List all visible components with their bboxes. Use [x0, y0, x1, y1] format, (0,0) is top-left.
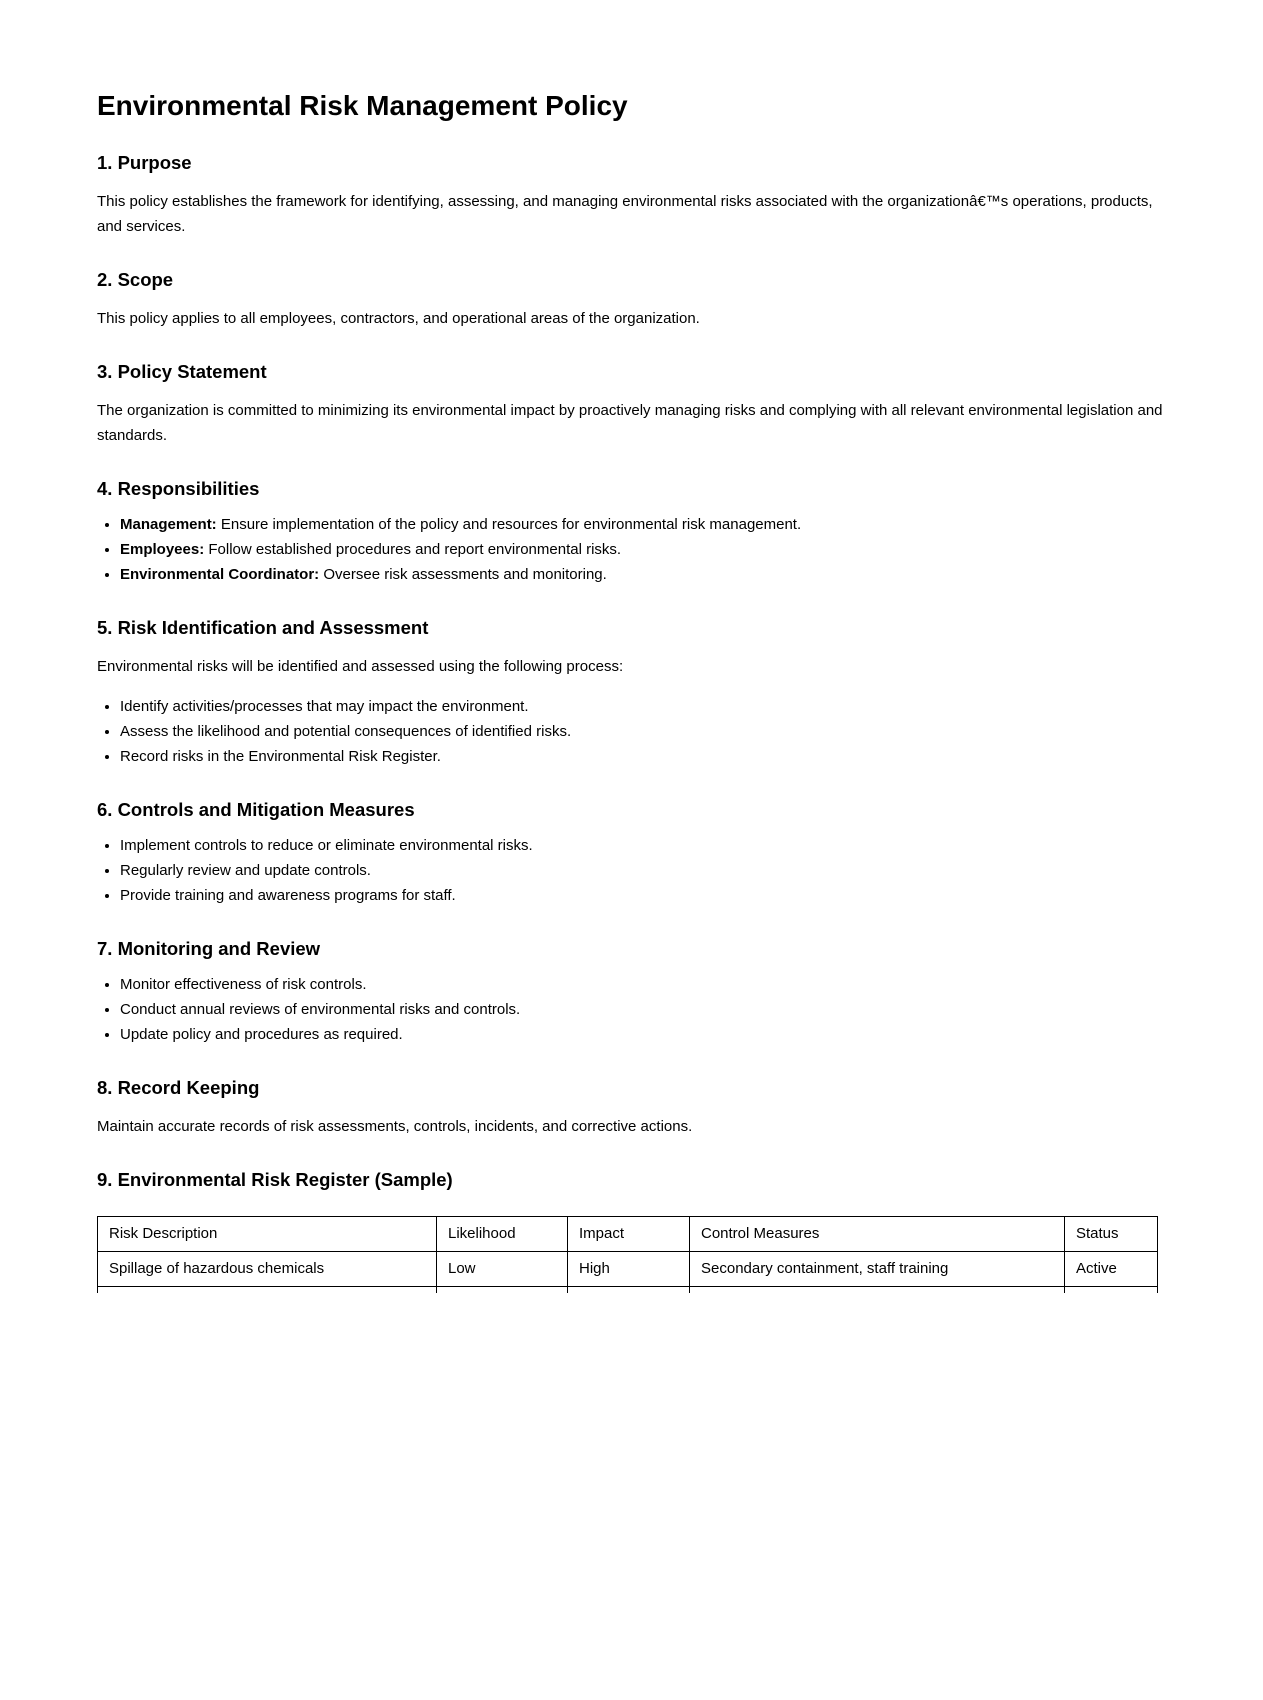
list-item — [120, 858, 1166, 883]
section-heading: 6. Controls and Mitigation Measures — [97, 799, 415, 820]
section-responsibilities — [97, 478, 1166, 587]
list-item — [120, 744, 1166, 769]
list-item — [120, 537, 1166, 562]
list-item — [120, 833, 1166, 858]
table-cell-impact: High — [568, 1252, 690, 1287]
paragraph: Maintain accurate records of risk assessments, controls, incidents, and corrective actions. — [97, 1118, 693, 1135]
section-scope — [97, 269, 1166, 331]
column-header-control-measures: Control Measures — [690, 1217, 1065, 1252]
section-heading: 4. Responsibilities — [97, 478, 260, 499]
document-title: Environmental Risk Management Policy — [97, 90, 628, 121]
list-item-bold-label: Employees: — [120, 541, 205, 558]
list-item-bold-label: Environmental Coordinator: — [120, 566, 320, 583]
table-header-row — [98, 1217, 1158, 1252]
section-heading: 9. Environmental Risk Register (Sample) — [97, 1169, 453, 1190]
section-risk-identification — [97, 617, 1166, 769]
list-item-text: Monitor effectiveness of risk controls. — [120, 976, 367, 993]
section-risk-register — [97, 1169, 1166, 1293]
paragraph: This policy applies to all employees, contractors, and operational areas of the organization. — [97, 310, 700, 327]
table-cell-empty — [568, 1287, 690, 1294]
table-row-partial — [98, 1287, 1158, 1294]
list-item-text: Conduct annual reviews of environmental risks and controls. — [120, 1001, 521, 1018]
list-item — [120, 512, 1166, 537]
table-row — [98, 1252, 1158, 1287]
list-item-text: Provide training and awareness programs for staff. — [120, 887, 456, 904]
list-item — [120, 883, 1166, 908]
list-item-text: Assess the likelihood and potential consequences of identified risks. — [120, 723, 572, 740]
bullet-list — [97, 512, 1166, 587]
list-item — [120, 972, 1166, 997]
table-cell-control-measures: Secondary containment, staff training — [690, 1252, 1065, 1287]
table-cell-empty — [437, 1287, 568, 1294]
section-heading: 8. Record Keeping — [97, 1077, 260, 1098]
list-item — [120, 694, 1166, 719]
list-item-text: Identify activities/processes that may impact the environment. — [120, 698, 529, 715]
table-cell-empty — [1065, 1287, 1158, 1294]
section-heading: 5. Risk Identification and Assessment — [97, 617, 429, 638]
paragraph: The organization is committed to minimizing its environmental impact by proactively managing risks and complying with all relevant environmental legislation and standards. — [97, 402, 1163, 444]
list-item-bold-label: Management: — [120, 516, 217, 533]
section-controls-mitigation — [97, 799, 1166, 908]
list-item-text: Record risks in the Environmental Risk Register. — [120, 748, 441, 765]
column-header-risk-description: Risk Description — [98, 1217, 437, 1252]
list-item — [120, 1022, 1166, 1047]
section-record-keeping — [97, 1077, 1166, 1139]
list-item-text: Ensure implementation of the policy and resources for environmental risk management. — [216, 516, 802, 533]
column-header-status: Status — [1065, 1217, 1158, 1252]
table-cell-risk-description: Spillage of hazardous chemicals — [98, 1252, 437, 1287]
table-cell-status: Active — [1065, 1252, 1158, 1287]
bullet-list — [97, 694, 1166, 769]
list-item-text: Update policy and procedures as required. — [120, 1026, 403, 1043]
list-item — [120, 562, 1166, 587]
section-heading: 3. Policy Statement — [97, 361, 267, 382]
bullet-list — [97, 972, 1166, 1047]
list-item-text: Regularly review and update controls. — [120, 862, 371, 879]
risk-register-table — [97, 1216, 1158, 1293]
table-cell-empty — [98, 1287, 437, 1294]
list-item — [120, 997, 1166, 1022]
paragraph: This policy establishes the framework for identifying, assessing, and managing environmental risks associated with the organizationâ€™s operations, products, and services. — [97, 193, 1153, 235]
column-header-likelihood: Likelihood — [437, 1217, 568, 1252]
table-cell-empty — [690, 1287, 1065, 1294]
section-heading: 2. Scope — [97, 269, 174, 290]
column-header-impact: Impact — [568, 1217, 690, 1252]
section-policy-statement — [97, 361, 1166, 448]
bullet-list — [97, 833, 1166, 908]
list-item-text: Follow established procedures and report environmental risks. — [204, 541, 622, 558]
list-item-text: Oversee risk assessments and monitoring. — [319, 566, 607, 583]
section-heading: 7. Monitoring and Review — [97, 938, 321, 959]
paragraph: Environmental risks will be identified and assessed using the following process: — [97, 658, 624, 675]
section-monitoring-review — [97, 938, 1166, 1047]
section-heading: 1. Purpose — [97, 152, 192, 173]
section-purpose — [97, 152, 1166, 239]
table-cell-likelihood: Low — [437, 1252, 568, 1287]
list-item — [120, 719, 1166, 744]
list-item-text: Implement controls to reduce or eliminate environmental risks. — [120, 837, 533, 854]
